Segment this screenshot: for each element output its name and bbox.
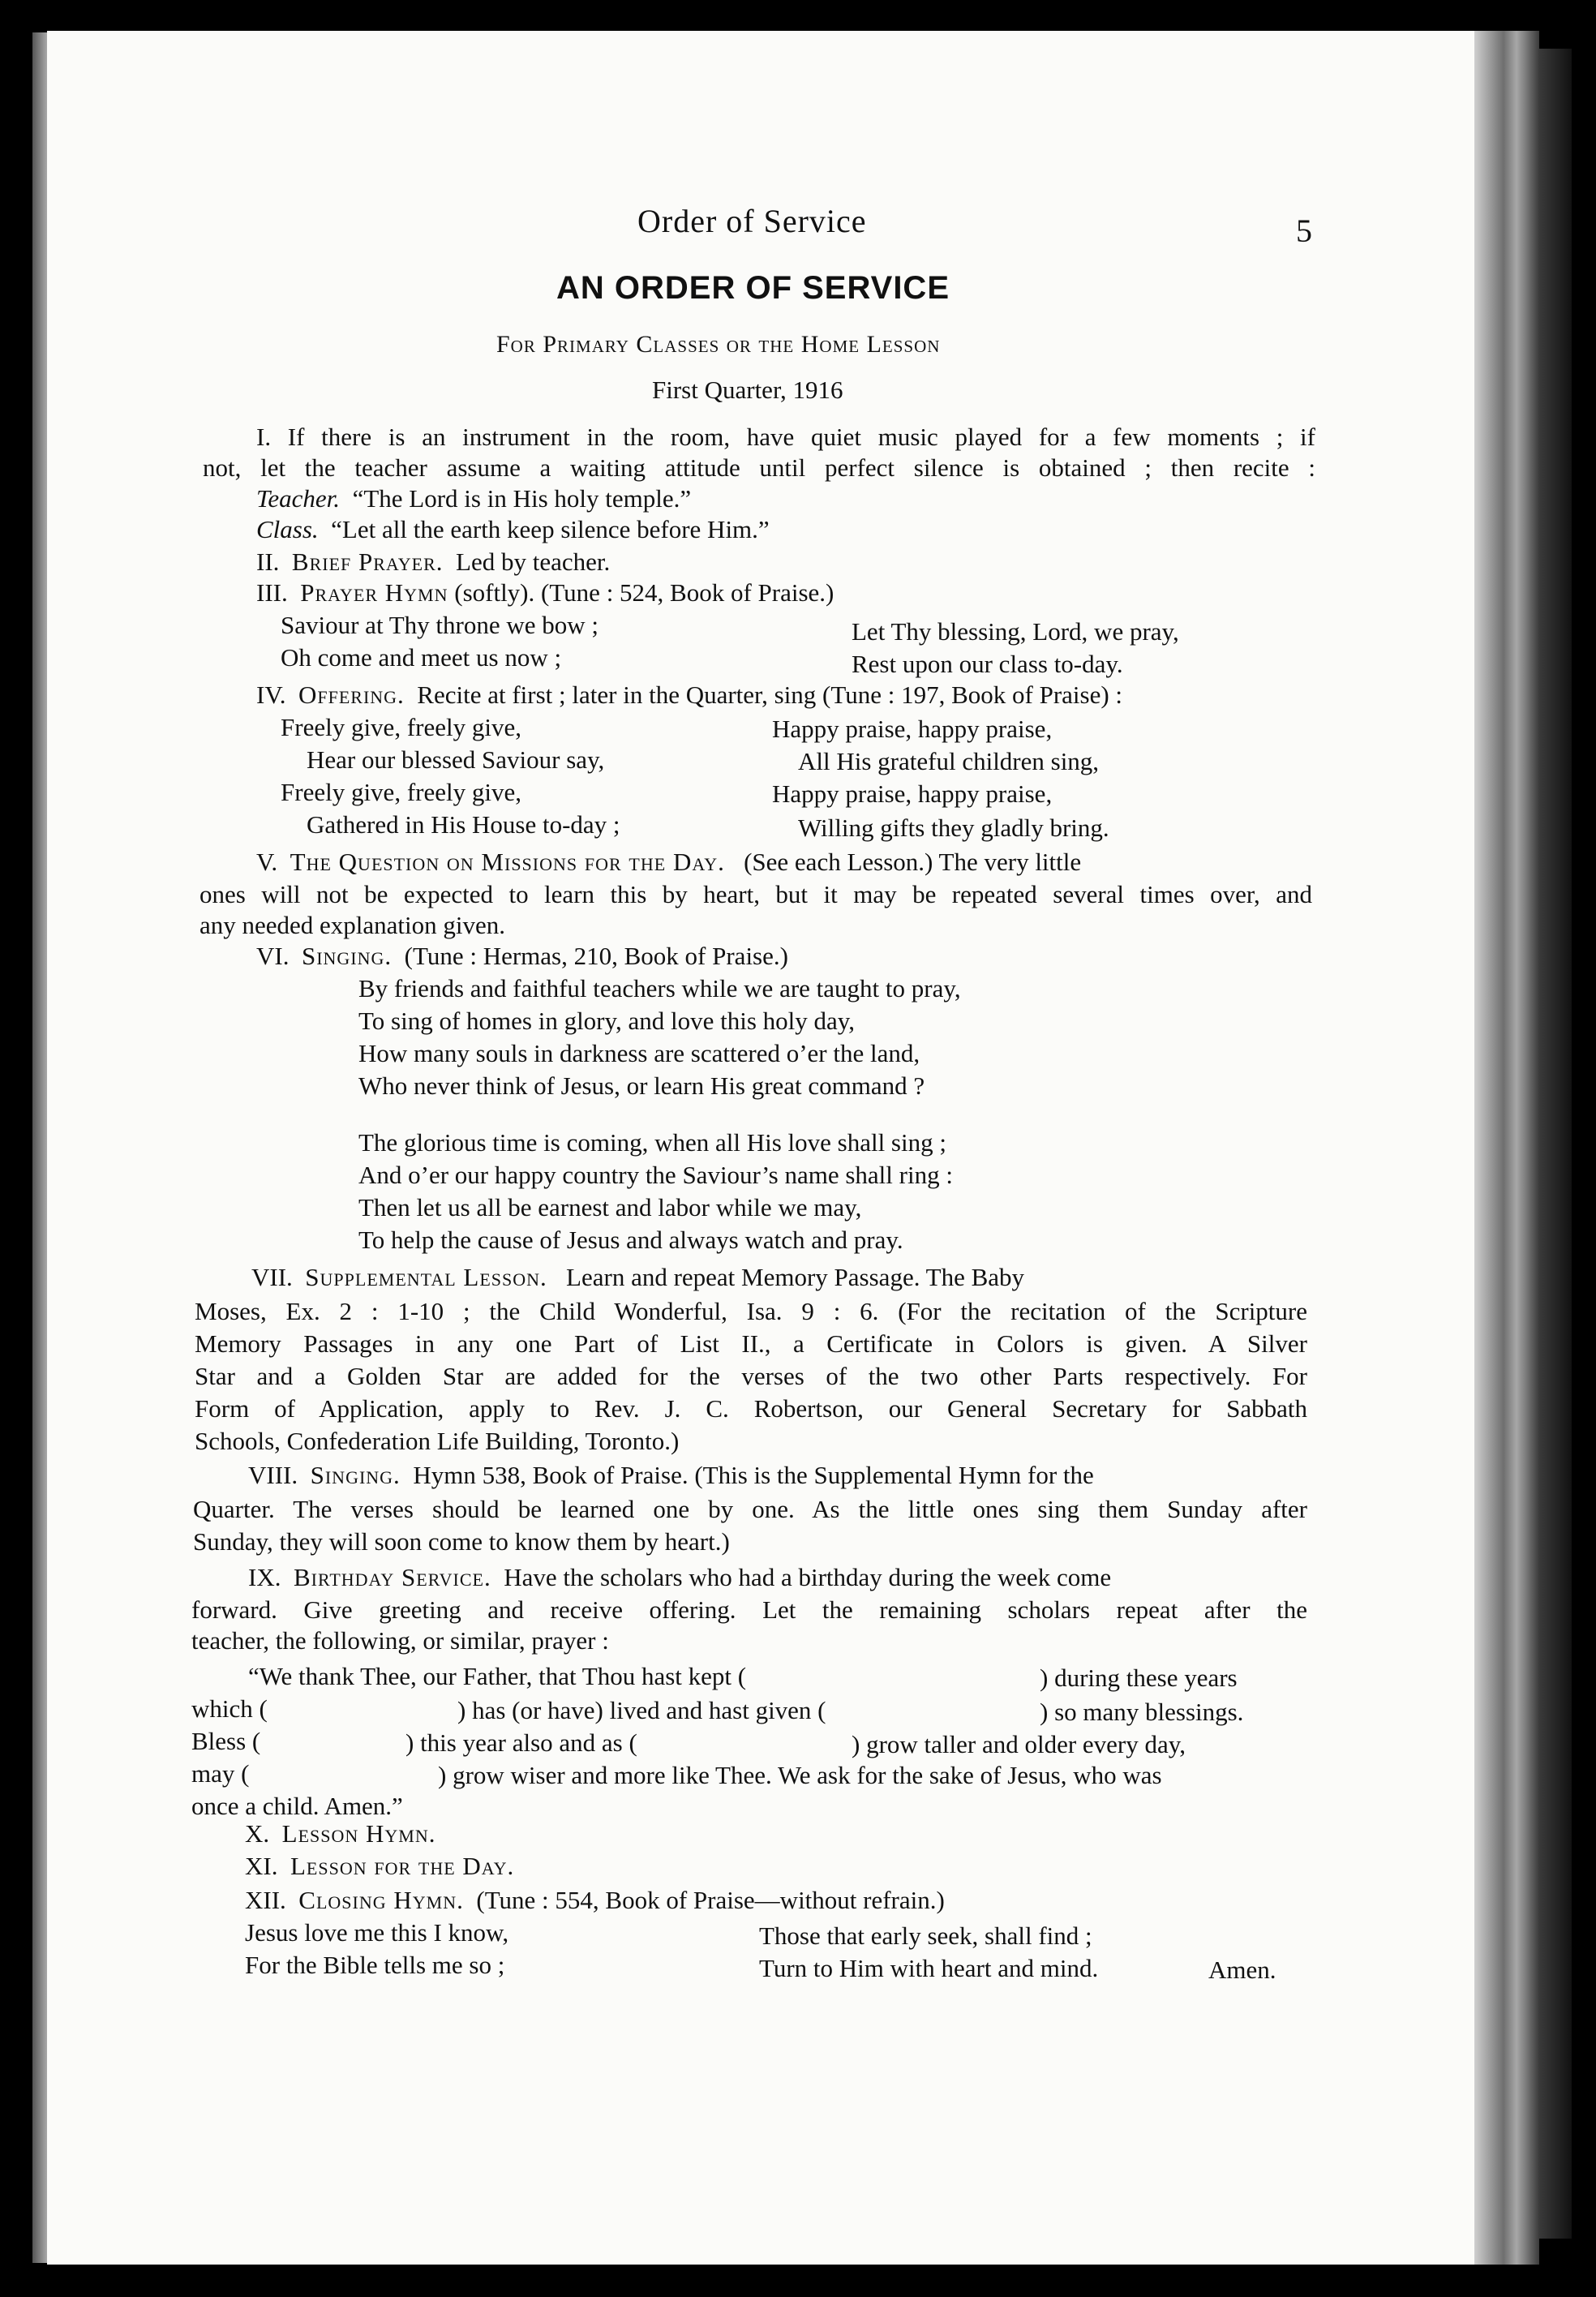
hymn-12-line: Jesus love me this I know, xyxy=(245,1918,509,1947)
prayer-line: ) this year also and as ( xyxy=(405,1728,637,1757)
section-9-line-2: forward. Give greeting and receive offering. Let the remaining scholars repeat after the xyxy=(191,1595,1307,1624)
hymn-12-line: Those that early seek, shall find ; xyxy=(759,1921,1092,1950)
section-2-number: II. xyxy=(256,547,280,576)
teacher-text: “The Lord is in His holy temple.” xyxy=(352,484,692,513)
section-5-text: (See each Lesson.) The very little xyxy=(744,848,1082,876)
hymn-12-line: Turn to Him with heart and mind. xyxy=(759,1954,1099,1982)
page-number: 5 xyxy=(1296,213,1312,249)
section-8-number: VIII. xyxy=(248,1461,298,1489)
subtitle: For Primary Classes or the Home Lesson xyxy=(496,331,941,358)
section-4-number: IV. xyxy=(256,681,286,709)
hymn-4-line: Happy praise, happy praise, xyxy=(772,779,1053,808)
section-5-line-3: any needed explanation given. xyxy=(200,911,506,939)
section-9-number: IX. xyxy=(248,1563,281,1591)
section-10-heading: Lesson Hymn. xyxy=(281,1819,436,1848)
section-3-number: III. xyxy=(256,578,288,607)
section-8-line-3: Sunday, they will soon come to know them by heart.) xyxy=(193,1527,730,1556)
section-1-line-1: I. If there is an instrument in the room, have quiet music played for a few moments ; if xyxy=(256,423,1315,451)
prayer-line: ) grow wiser and more like Thee. We ask for the sake of Jesus, who was xyxy=(438,1761,1162,1789)
section-11-number: XI. xyxy=(245,1852,278,1880)
section-5-number: V. xyxy=(256,848,278,876)
prayer-line: once a child. Amen.” xyxy=(191,1792,403,1820)
prayer-line: ) grow taller and older every day, xyxy=(852,1730,1186,1758)
section-11-heading: Lesson for the Day. xyxy=(290,1852,515,1880)
section-7-line: Memory Passages in any one Part of List II., a Certificate in Colors is given. A Silver xyxy=(195,1329,1307,1358)
hymn-6-line: Who never think of Jesus, or learn His great command ? xyxy=(358,1071,925,1100)
hymn-3-line: Let Thy blessing, Lord, we pray, xyxy=(852,617,1179,646)
book-cover-edge xyxy=(1539,49,1572,2239)
section-8-heading: Singing. xyxy=(310,1461,401,1489)
section-5-line-2: ones will not be expected to learn this by heart, but it may be repeated several times over, and xyxy=(200,880,1312,908)
hymn-4-line: Freely give, freely give, xyxy=(281,713,521,741)
section-7-text: Learn and repeat Memory Passage. The Baby xyxy=(566,1263,1025,1291)
section-3-heading: Prayer Hymn xyxy=(300,578,448,607)
hymn-6-line: Then let us all be earnest and labor while we may, xyxy=(358,1193,862,1221)
prayer-line: “We thank Thee, our Father, that Thou hast kept ( xyxy=(248,1662,747,1690)
section-6-number: VI. xyxy=(256,942,290,970)
section-9-text: Have the scholars who had a birthday during the week come xyxy=(504,1563,1112,1591)
hymn-6-line: By friends and faithful teachers while we are taught to pray, xyxy=(358,974,961,1003)
section-7-line-last: Schools, Confederation Life Building, Toronto.) xyxy=(195,1427,680,1455)
hymn-4-line: Happy praise, happy praise, xyxy=(772,715,1053,743)
hymn-6-line: And o’er our happy country the Saviour’s name shall ring : xyxy=(358,1161,953,1189)
class-label: Class. xyxy=(256,515,319,543)
section-10 xyxy=(245,1818,436,1849)
class-line xyxy=(256,514,770,545)
section-7-line: Form of Application, apply to Rev. J. C. Robertson, our General Secretary for Sabbath xyxy=(195,1394,1307,1423)
hymn-6-line: To help the cause of Jesus and always watch and pray. xyxy=(358,1226,903,1254)
section-2-heading: Brief Prayer. xyxy=(291,547,444,576)
prayer-line: may ( xyxy=(191,1759,250,1788)
section-7-line: Moses, Ex. 2 : 1-10 ; the Child Wonderful, Isa. 9 : 6. (For the recitation of the Scripture xyxy=(195,1297,1307,1325)
teacher-label: Teacher. xyxy=(256,484,341,513)
hymn-6-line: How many souls in darkness are scattered o’er the land, xyxy=(358,1039,920,1067)
section-7 xyxy=(251,1262,1024,1293)
section-4-heading: Offering. xyxy=(298,681,405,709)
hymn-4-line: Hear our blessed Saviour say, xyxy=(307,745,605,774)
page-title: AN ORDER OF SERVICE xyxy=(556,270,950,306)
section-10-number: X. xyxy=(245,1819,270,1848)
section-12-text: (Tune : 554, Book of Praise—without refrain.) xyxy=(476,1886,945,1914)
page-edges xyxy=(1474,31,1539,2265)
section-9 xyxy=(248,1562,1111,1593)
section-7-heading: Supplemental Lesson. xyxy=(305,1263,547,1291)
section-11 xyxy=(245,1851,514,1882)
section-8-text: Hymn 538, Book of Praise. (This is the Supplemental Hymn for the xyxy=(413,1461,1094,1489)
prayer-line: which ( xyxy=(191,1694,268,1723)
class-text: “Let all the earth keep silence before Him.” xyxy=(331,515,770,543)
hymn-3-line: Oh come and meet us now ; xyxy=(281,643,562,672)
hymn-4-line: Gathered in His House to-day ; xyxy=(307,810,620,839)
section-12-heading: Closing Hymn. xyxy=(298,1886,464,1914)
section-9-line-3: teacher, the following, or similar, prayer : xyxy=(191,1626,609,1655)
section-9-heading: Birthday Service. xyxy=(293,1563,491,1591)
section-5-heading: The Question on Missions for the Day. xyxy=(290,848,725,876)
hymn-6-line: To sing of homes in glory, and love this holy day, xyxy=(358,1007,856,1035)
section-12-number: XII. xyxy=(245,1886,286,1914)
section-6-text: (Tune : Hermas, 210, Book of Praise.) xyxy=(404,942,788,970)
section-6 xyxy=(256,941,788,972)
hymn-4-line: Freely give, freely give, xyxy=(281,778,521,806)
section-3-text: (softly). (Tune : 524, Book of Praise.) xyxy=(454,578,834,607)
section-6-heading: Singing. xyxy=(301,942,393,970)
hymn-12-line: For the Bible tells me so ; xyxy=(245,1951,505,1979)
prayer-line: ) during these years xyxy=(1040,1664,1238,1692)
section-8 xyxy=(248,1460,1094,1491)
closing-amen: Amen. xyxy=(1208,1956,1276,1984)
section-8-line-2: Quarter. The verses should be learned one by one. As the little ones sing them Sunday after xyxy=(193,1495,1307,1523)
teacher-line xyxy=(256,483,691,514)
quarter-date: First Quarter, 1916 xyxy=(652,376,843,404)
prayer-line: Bless ( xyxy=(191,1727,261,1755)
hymn-3-line: Rest upon our class to-day. xyxy=(852,650,1123,678)
section-3 xyxy=(256,577,834,608)
section-4-text: Recite at first ; later in the Quarter, sing (Tune : 197, Book of Praise) : xyxy=(417,681,1123,709)
section-7-line: Star and a Golden Star are added for the verses of the two other Parts respectively. For xyxy=(195,1362,1307,1390)
section-12 xyxy=(245,1885,945,1916)
section-5 xyxy=(256,847,1081,878)
prayer-line: ) so many blessings. xyxy=(1040,1698,1244,1726)
running-title: Order of Service xyxy=(637,203,867,239)
section-2 xyxy=(256,547,610,577)
hymn-4-line: Willing gifts they gladly bring. xyxy=(798,814,1109,842)
section-7-number: VII. xyxy=(251,1263,293,1291)
hymn-6-line: The glorious time is coming, when all His love shall sing ; xyxy=(358,1128,946,1157)
section-2-text: Led by teacher. xyxy=(456,547,611,576)
prayer-line: ) has (or have) lived and hast given ( xyxy=(457,1696,826,1724)
hymn-3-line: Saviour at Thy throne we bow ; xyxy=(281,611,599,639)
section-1-line-2: not, let the teacher assume a waiting attitude until perfect silence is obtained ; then recite : xyxy=(203,453,1315,482)
hymn-4-line: All His grateful children sing, xyxy=(798,747,1100,775)
section-4 xyxy=(256,680,1122,711)
